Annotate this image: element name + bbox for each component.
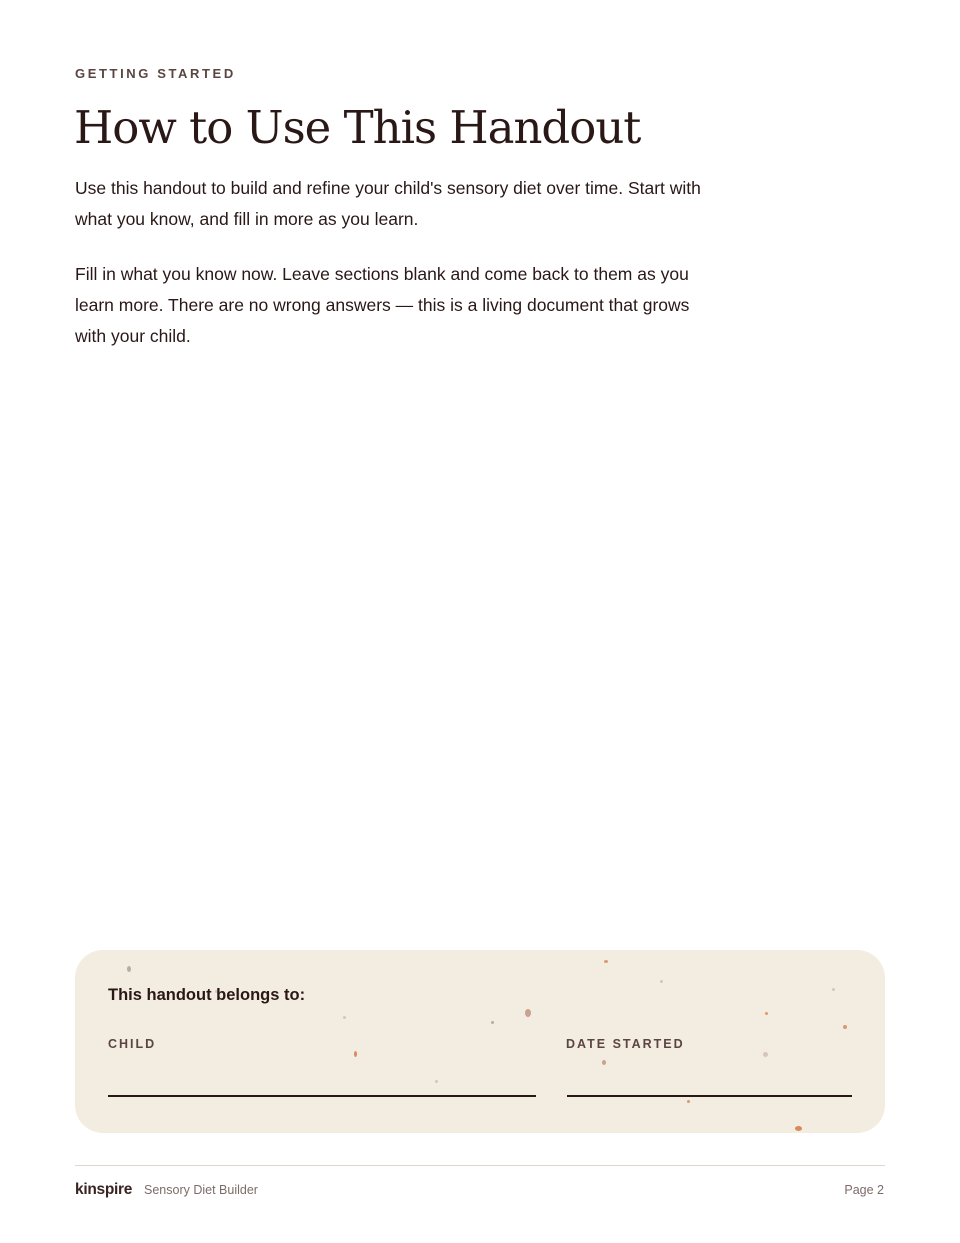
date-started-line[interactable] xyxy=(567,1095,852,1097)
page-title: How to Use This Handout xyxy=(74,101,641,154)
page-number: Page 2 xyxy=(844,1183,884,1197)
child-field-label: CHILD xyxy=(108,1037,157,1051)
date-started-field-label: DATE STARTED xyxy=(566,1037,685,1051)
section-eyebrow: GETTING STARTED xyxy=(75,66,236,81)
brand-logo: kinspire xyxy=(75,1181,133,1198)
instructions-paragraph: Fill in what you know now. Leave sections blank and come back to them as you learn more. There are no wrong answers — this is a living document that grows with your child. xyxy=(75,264,690,346)
footer-divider xyxy=(75,1165,885,1166)
ownership-card xyxy=(75,950,885,1133)
belongs-to-heading: This handout belongs to: xyxy=(108,986,306,1004)
intro-paragraph: Use this handout to build and refine your child's sensory diet over time. Start with what you know, and fill in more as you learn. xyxy=(75,178,701,229)
child-name-line[interactable] xyxy=(108,1095,536,1097)
product-name: Sensory Diet Builder xyxy=(144,1183,258,1197)
